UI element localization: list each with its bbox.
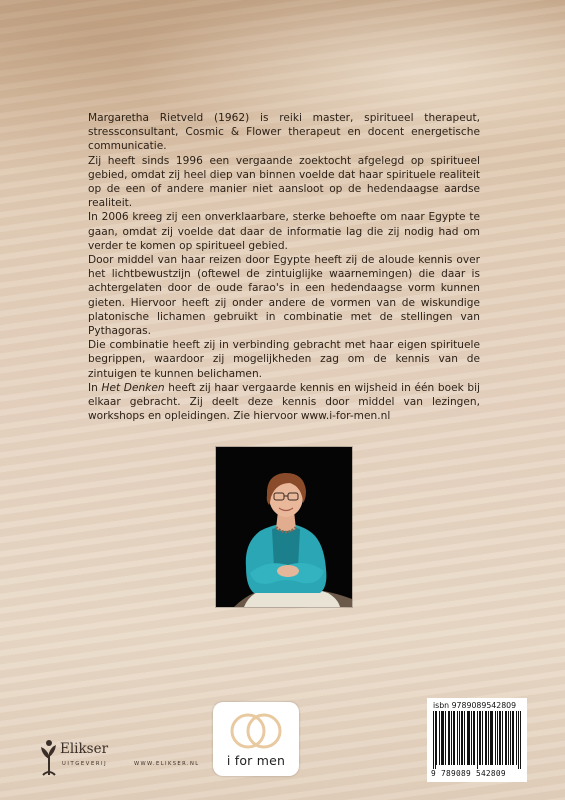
- barcode-bar: [441, 711, 442, 765]
- barcode-bar: [471, 711, 472, 765]
- barcode-bar: [510, 711, 511, 765]
- barcode-bar: [491, 711, 492, 765]
- barcode-bar: [516, 711, 517, 765]
- barcode-bar: [500, 711, 501, 765]
- barcode-bar: [457, 711, 458, 765]
- barcode-bar: [508, 711, 509, 765]
- publisher-logo: [38, 737, 238, 777]
- barcode-bar: [502, 711, 503, 765]
- barcode-bar: [454, 711, 455, 765]
- barcode-bar: [461, 711, 462, 765]
- barcode-bar: [480, 711, 481, 765]
- isbn-barcode: [427, 698, 527, 782]
- barcode-bar: [448, 711, 449, 765]
- barcode-bar: [505, 711, 506, 765]
- barcode-bar: [468, 711, 469, 765]
- barcode-bar: [499, 711, 500, 765]
- barcode-bar: [490, 711, 491, 765]
- barcode-bar: [485, 711, 486, 765]
- bio-paragraph-2: Zij heeft sinds 1996 een vergaande zoektocht afgelegd op spiritueel gebied, omdat zij heel diep van binnen voelde dat haar spirituele realiteit op de een of andere manier niet aansloot op de hedendaagse aardse realiteit.: [88, 154, 480, 210]
- bio-paragraph-1: Margaretha Rietveld (1962) is reiki master, spiritueel therapeut, stressconsultant, Cosmic & Flower therapeut en docent energetische communicatie.: [88, 112, 480, 153]
- publisher-subtitle: UITGEVERIJ: [62, 761, 108, 767]
- barcode-bar: [497, 711, 498, 765]
- barcode-bar: [459, 711, 460, 765]
- author-photo: [216, 447, 352, 607]
- barcode-bar: [506, 711, 507, 765]
- barcode-bar: [433, 711, 434, 769]
- barcode-bar: [449, 711, 450, 765]
- isbn-label: isbn 9789089542809: [433, 701, 517, 710]
- barcode-bar: [486, 711, 487, 765]
- barcode-digits: 9 789089 542809: [431, 769, 506, 778]
- barcode-bar: [474, 711, 475, 765]
- barcode-bar: [520, 711, 521, 769]
- bio-paragraph-5: Die combinatie heeft zij in verbinding gebracht met haar eigen spirituele begrippen, waardoor zij mogelijkheden zag om de kennis van de zintuigen te kunnen belichamen.: [88, 339, 480, 380]
- barcode-bar: [467, 711, 468, 765]
- publisher-name: Elikser: [60, 741, 109, 757]
- barcode-bar: [495, 711, 496, 765]
- barcode-bar: [442, 711, 443, 765]
- barcode-bar: [518, 711, 519, 769]
- barcode-bar: [462, 711, 463, 765]
- barcode-bar: [451, 711, 452, 765]
- barcode-bar: [477, 711, 478, 769]
- barcode-bar: [453, 711, 454, 765]
- bio-p6-pre: In: [88, 381, 102, 394]
- publisher-website: WWW.ELIKSER.NL: [134, 761, 200, 767]
- barcode-bars: [433, 711, 521, 769]
- barcode-bar: [488, 711, 489, 765]
- barcode-bar: [512, 711, 513, 765]
- i-for-men-text: i for men: [226, 753, 286, 768]
- barcode-bar: [513, 711, 514, 765]
- bio-paragraph-6: [88, 381, 480, 424]
- barcode-bar: [492, 711, 493, 765]
- barcode-bar: [439, 711, 440, 765]
- barcode-bar: [435, 711, 436, 769]
- book-title-italic: Het Denken: [101, 381, 165, 394]
- bio-paragraph-4: Door middel van haar reizen door Egypte heeft zij de aloude kennis over het lichtbewustzijn (oftewel de zintuiglijke waarnemingen) die daar is achtergelaten door de oude farao's in een hedendaagse vorm kunnen gieten. Hiervoor heeft zij onder andere de vormen van de wiskundige platonische lichamen gebruikt in combinatie met de stellingen van Pythagoras.: [88, 254, 480, 338]
- barcode-bar: [473, 711, 474, 765]
- barcode-bar: [482, 711, 483, 765]
- barcode-bar: [436, 711, 437, 765]
- barcode-bar: [469, 711, 470, 765]
- barcode-bar: [464, 711, 465, 765]
- elikser-tree-logo: [38, 737, 60, 777]
- barcode-bar: [479, 711, 480, 765]
- bio-p6-post: heeft zij haar vergaarde kennis en wijsheid in één boek bij elkaar gebracht. Zij deelt deze kennis door middel van lezingen, workshops en opleidingen. Zie hiervoor www.i-for-men.nl: [88, 381, 480, 423]
- barcode-bar: [443, 711, 444, 765]
- author-biography: [88, 111, 480, 423]
- barcode-bar: [445, 711, 446, 765]
- bio-paragraph-3: In 2006 kreeg zij een onverklaarbare, sterke behoefte om naar Egypte te gaan, omdat zij voelde dat daar de informatie lag die zij nodig had om verder te komen op spiritueel gebied.: [88, 211, 480, 252]
